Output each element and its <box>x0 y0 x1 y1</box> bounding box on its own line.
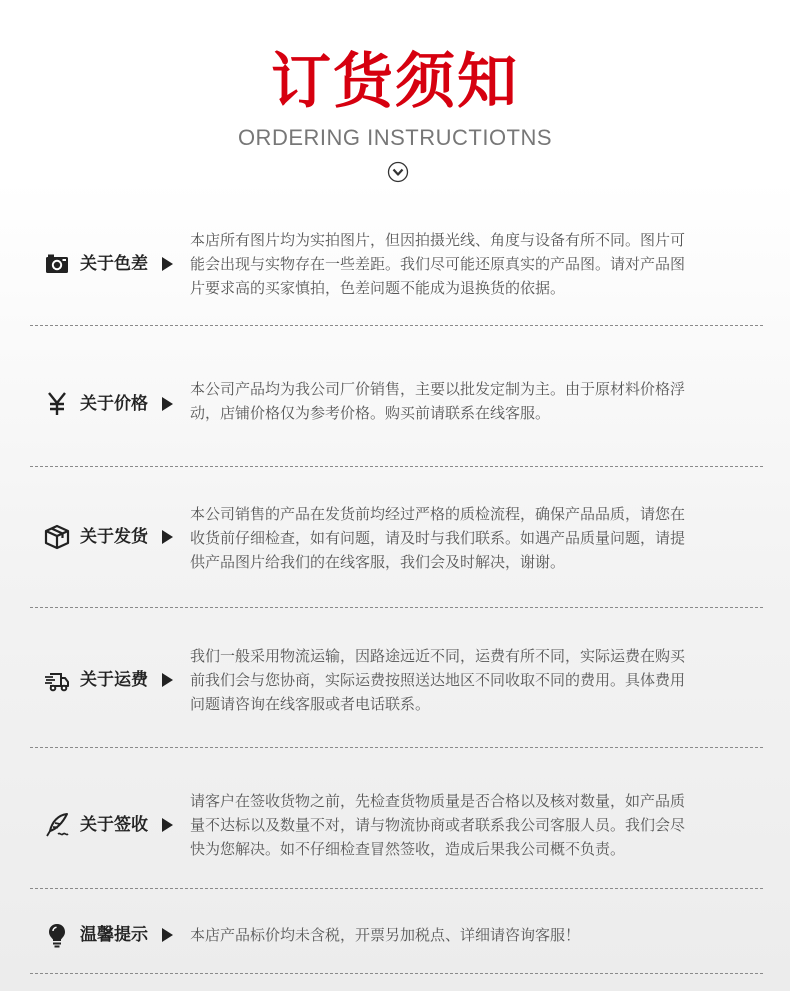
section-label: 温馨提示 <box>80 925 148 945</box>
text-line: 量不达标以及数量不对，请与物流协商或者联系我公司客服人员。我们会尽 <box>190 816 686 834</box>
page-subtitle: ORDERING INSTRUCTIOTNS <box>237 125 553 150</box>
lightbulb-icon <box>44 922 70 948</box>
arrow-right-icon <box>162 257 173 271</box>
text-line: 本公司销售的产品在发货前均经过严格的质检流程，确保产品品质，请您在 <box>190 505 686 523</box>
text-line: 请客户在签收货物之前，先检查货物质量是否合格以及核对数量，如产品质 <box>190 792 686 810</box>
section-text <box>190 377 750 425</box>
section-text <box>190 228 750 300</box>
text-line: 本公司产品均为我公司厂价销售，主要以批发定制为主。由于原材料价格浮 <box>190 380 686 398</box>
text-line: 本店产品标价均未含税，开票另加税点、详细请咨询客服！ <box>190 926 581 944</box>
camera-icon <box>44 251 70 277</box>
text-line: 快为您解决。如不仔细检查冒然签收，造成后果我公司概不负责。 <box>190 840 626 858</box>
page-title: 订货须知 <box>271 47 519 117</box>
section-price <box>30 326 763 467</box>
yen-icon <box>44 390 70 416</box>
text-line: 我们一般采用物流运输，因路途远近不同，运费有所不同，实际运费在购买 <box>190 647 686 665</box>
section-text <box>190 789 750 861</box>
text-line: 前我们会与您协商，实际运费按照送达地区不同收取不同的费用。具体费用 <box>190 671 686 689</box>
arrow-right-icon <box>162 673 173 687</box>
truck-icon <box>44 668 70 694</box>
section-label: 关于发货 <box>80 527 148 547</box>
arrow-right-icon <box>162 818 173 832</box>
arrow-right-icon <box>162 397 173 411</box>
section-sign-receipt <box>30 748 763 889</box>
text-line: 供产品图片给我们的在线客服，我们会及时解决，谢谢。 <box>190 553 566 571</box>
section-color-difference <box>30 218 763 326</box>
text-line: 收货前仔细检查，如有问题，请及时与我们联系。如遇产品质量问题，请提 <box>190 529 686 547</box>
package-icon <box>44 524 70 550</box>
section-freight <box>30 608 763 748</box>
section-label: 关于签收 <box>80 815 148 835</box>
text-line: 问题请咨询在线客服或者电话联系。 <box>190 695 431 713</box>
quill-pen-icon <box>44 812 70 838</box>
section-label: 关于运费 <box>80 670 148 690</box>
text-line: 本店所有图片均为实拍图片，但因拍摄光线、角度与设备有所不同。图片可 <box>190 231 686 249</box>
arrow-right-icon <box>162 928 173 942</box>
section-text <box>190 502 750 574</box>
text-line: 能会出现与实物存在一些差距。我们尽可能还原真实的产品图。请对产品图 <box>190 255 686 273</box>
section-label: 关于色差 <box>80 254 148 274</box>
arrow-right-icon <box>162 530 173 544</box>
section-reminder <box>30 889 763 974</box>
section-text <box>190 644 750 716</box>
section-label: 关于价格 <box>80 394 148 414</box>
section-text <box>190 923 750 947</box>
text-line: 动，店铺价格仅为参考价格。购买前请联系在线客服。 <box>190 404 551 422</box>
section-shipping <box>30 467 763 608</box>
chevron-down-circle-icon <box>387 161 409 183</box>
text-line: 片要求高的买家慎拍，色差问题不能成为退换货的依据。 <box>190 279 566 297</box>
